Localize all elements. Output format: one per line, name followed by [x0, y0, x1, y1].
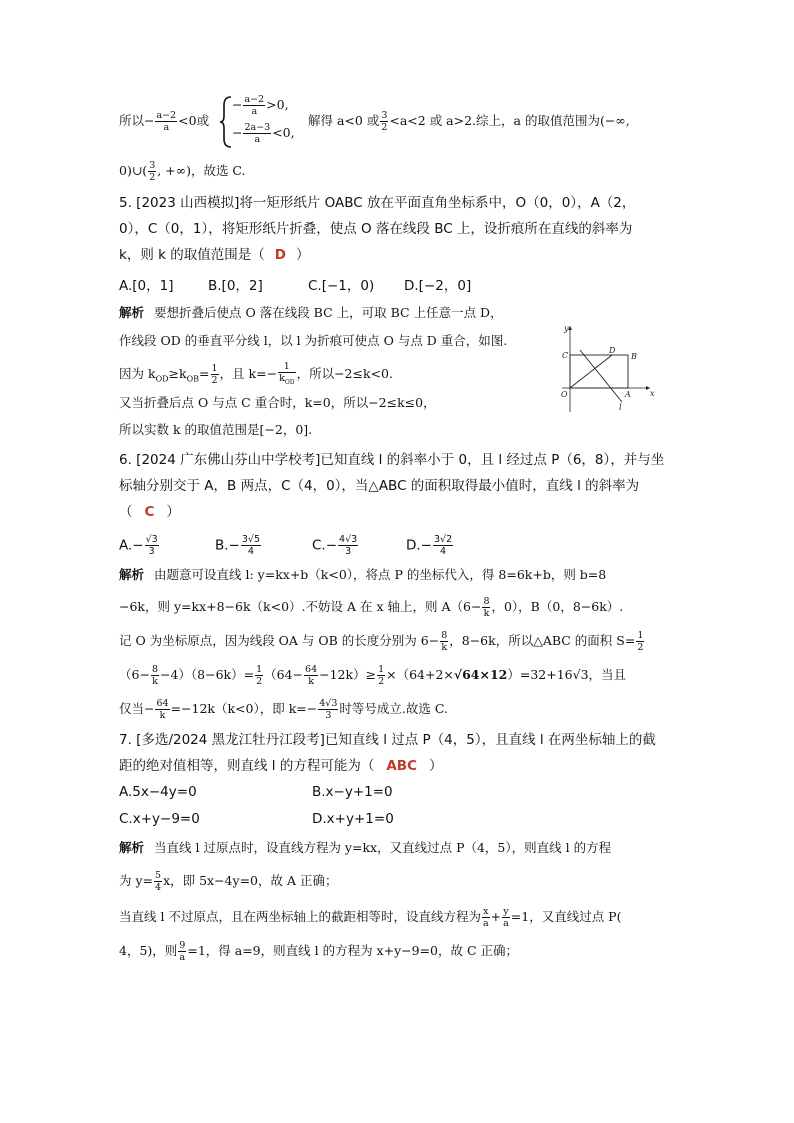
q6-stem-3: （ C ） [119, 504, 180, 520]
rectangle-oabc [570, 355, 628, 388]
top-line-1-result: 解得 a<0 或 $\frac{3}{2}$ <a<2 或 a>2.综上，a 的取值范围为(−∞, [308, 110, 630, 133]
solution-label: 解析 [119, 305, 145, 320]
q5-solution-1: 解析 要想折叠后使点 O 落在线段 BC 上，可取 BC 上任意一点 D， [119, 305, 503, 320]
svg-text:A: A [625, 390, 631, 399]
q7-option-c: C.x+y−9=0 [119, 811, 200, 827]
fraction: $\frac{a-2}{a}$ [156, 110, 177, 133]
system-row-1: − $\frac{a-2}{a}$ >0, [232, 94, 289, 117]
q5-option-d: D.[−2，0] [404, 278, 472, 294]
q7-solution-4: 4，5)，则 $\frac{9}{a}$ =1，得 a=9，则直线 l 的方程为 x+y−9=0，故 C 正确； [119, 940, 518, 963]
q5-stem-3: k，则 k 的取值范围是（ D ） [119, 247, 310, 263]
q5-option-a: A.[0，1] [119, 278, 174, 294]
svg-text:C: C [562, 351, 569, 360]
q5-solution-4: 又当折叠后点 O 与点 C 重合时，k=0，所以−2≤k≤0， [119, 395, 436, 410]
q5-stem-1: 5. [2023 山西模拟]将一矩形纸片 OABC 放在平面直角坐标系中，O（0，0），A（2， [119, 195, 636, 211]
brace-left [219, 96, 233, 148]
system-row-2: − $\frac{2a-3}{a}$ <0, [232, 122, 295, 145]
q7-stem-1: 7. [多选/2024 黑龙江牡丹江段考]已知直线 l 过点 P（4，5），且直线 l 在两坐标轴上的截 [119, 732, 656, 748]
svg-text:l: l [619, 403, 622, 412]
q7-option-b: B.x−y+1=0 [312, 784, 393, 800]
q5-figure [556, 322, 656, 414]
q7-stem-2: 距的绝对值相等，则直线 l 的方程可能为（ ABC ） [119, 758, 443, 774]
q7-solution-1: 解析 当直线 l 过原点时，设直线方程为 y=kx，又直线过点 P（4，5），则直线 l 的方程 [119, 840, 612, 855]
q5-solution-5: 所以实数 k 的取值范围是[−2，0]. [119, 422, 313, 437]
q7-option-a: A.5x−4y=0 [119, 784, 197, 800]
q6-solution-3: 记 O 为坐标原点，因为线段 OA 与 OB 的长度分别为 6− $\frac{8}{k}$ ，8−6k，所以△ABC 的面积 S= $\frac{1}{2}$ [119, 630, 644, 653]
q5-option-c: C.[−1，0) [308, 278, 375, 294]
q7-answer: ABC [386, 758, 417, 774]
q5-option-b: B.[0，2] [208, 278, 263, 294]
solution-label: 解析 [119, 840, 145, 855]
svg-text:O: O [561, 390, 568, 399]
q6-stem-1: 6. [2024 广东佛山芬山中学校考]已知直线 l 的斜率小于 0，且 l 经过点 P（6，8），并与坐 [119, 452, 665, 468]
q6-solution-4: （6− $\frac{8}{k}$ −4）（8−6k）= $\frac{1}{2}$ （64− $\frac{64}{k}$ −12k）≥ $\frac{1}{2}$ ×（64+2×√64×12）=32+16√3，当且 [119, 664, 627, 687]
q6-answer: C [144, 504, 155, 520]
fold-line-l [580, 350, 622, 402]
q6-option-a: A.− $\frac{√3}{3}$ [119, 534, 158, 557]
svg-text:x: x [650, 389, 655, 398]
q5-solution-2: 作线段 OD 的垂直平分线 l，以 l 为折痕可使点 O 与点 D 重合，如图. [119, 333, 508, 348]
q7-solution-3: 当直线 l 不过原点，且在两坐标轴上的截距相等时，设直线方程为 $\frac{x}{a}$ + $\frac{y}{a}$ =1，又直线过点 P( [119, 906, 622, 929]
q6-solution-1: 解析 由题意可设直线 l: y=kx+b（k<0），将点 P 的坐标代入，得 8=6k+b，则 b=8 [119, 567, 607, 582]
q6-stem-2: 标轴分别交于 A，B 两点，C（4，0），当△ABC 的面积取得最小值时，直线 l 的斜率为 [119, 478, 640, 494]
q6-option-c: C.− $\frac{4√3}{3}$ [312, 534, 358, 557]
svg-text:y: y [564, 324, 569, 333]
q6-option-d: D.− $\frac{3√2}{4}$ [406, 534, 453, 557]
top-line-2: 0)∪( $\frac{3}{2}$ , +∞)，故选 C. [119, 160, 246, 183]
segment-od [570, 355, 612, 388]
q7-solution-2: 为 y= $\frac{5}{4}$ x，即 5x−4y=0，故 A 正确； [119, 870, 338, 893]
top-line-1: 所以− $\frac{a-2}{a}$ <0或 [119, 110, 210, 133]
svg-text:B: B [631, 352, 637, 361]
q5-answer: D [274, 247, 286, 263]
q5-stem-2: 0），C（0，1），将矩形纸片折叠，使点 O 落在线段 BC 上，设折痕所在直线的斜率为 [119, 221, 633, 237]
q6-solution-5: 仅当− $\frac{64}{k}$ =−12k（k<0），即 k=− $\frac{4√3}{3}$ 时等号成立.故选 C. [119, 698, 448, 721]
q5-solution-3: 因为 $k_{OD}\ge k_{OB}=$ $\frac{1}{2}$ ，且 k=− $\frac{1}{k_{OD}}$ ，所以−2≤k<0. [119, 361, 393, 386]
q6-option-b: B.− $\frac{3√5}{4}$ [215, 534, 261, 557]
svg-text:D: D [609, 346, 616, 355]
solution-label: 解析 [119, 567, 145, 582]
q6-solution-2: −6k，则 y=kx+8−6k（k<0）.不妨设 A 在 x 轴上，则 A（6− $\frac{8}{k}$ ，0），B（0，8−6k）. [119, 596, 624, 619]
q7-option-d: D.x+y+1=0 [312, 811, 394, 827]
